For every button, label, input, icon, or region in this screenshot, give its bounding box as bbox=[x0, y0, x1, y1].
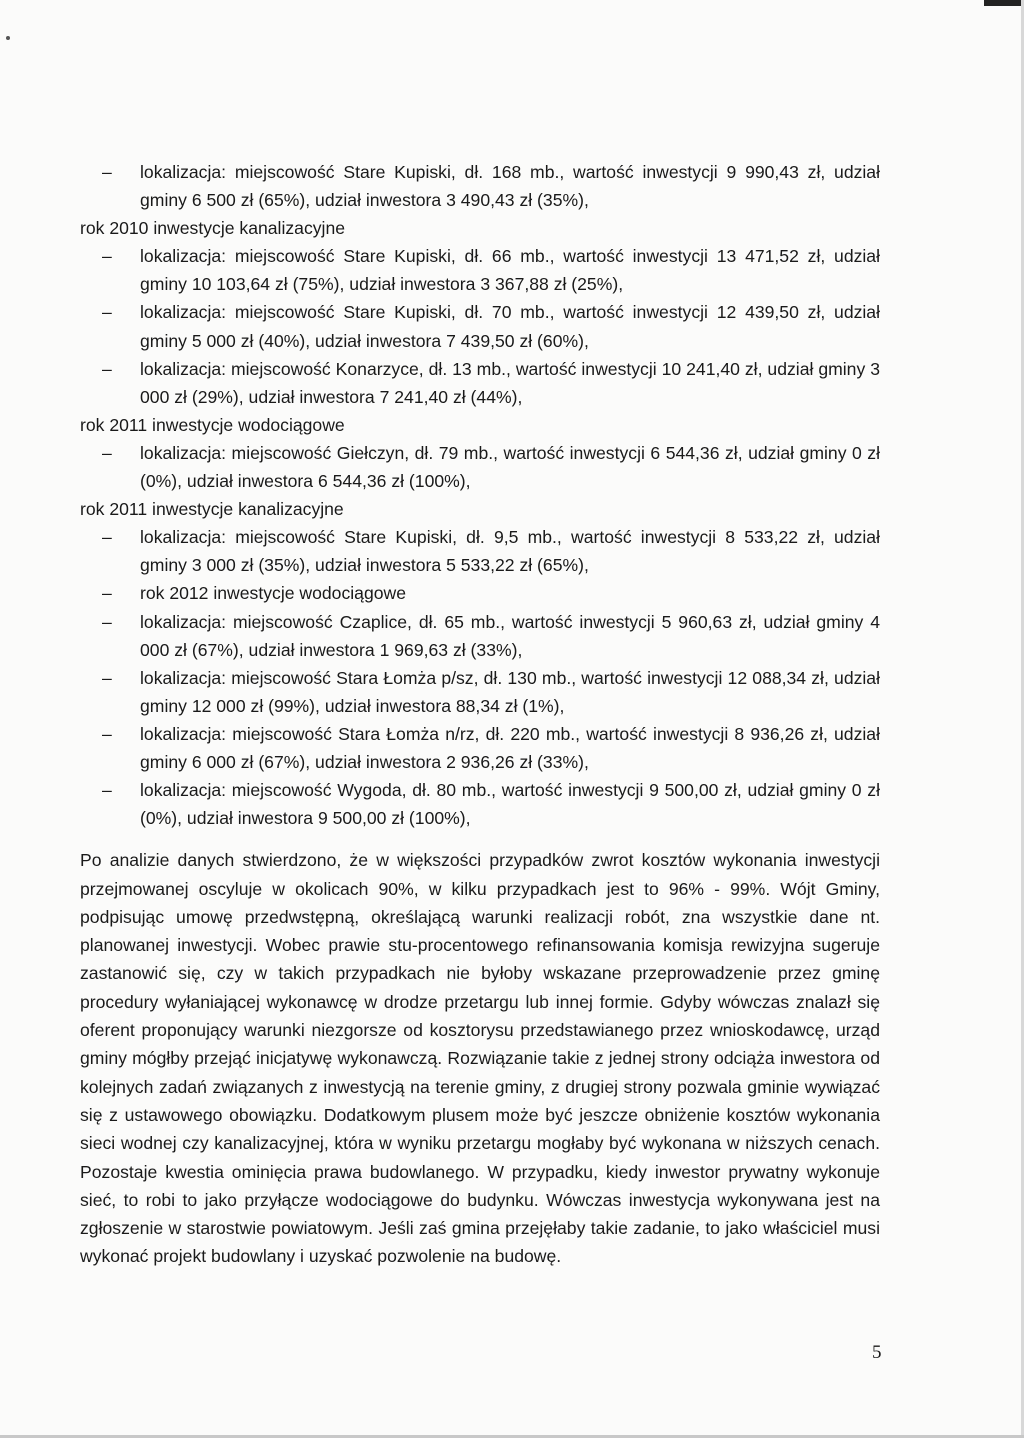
list-dash: – bbox=[102, 358, 112, 379]
list-dash: – bbox=[102, 667, 112, 688]
section-heading: rok 2011 inwestycje kanalizacyjne bbox=[80, 499, 344, 520]
list-item bbox=[80, 579, 880, 607]
list-item bbox=[80, 720, 880, 776]
list-item-text: lokalizacja: miejscowość Stara Łomża p/sz, dł. 130 mb., wartość inwestycji 12 088,34 zł, udział gminy 12 000 zł (99%), udział inwestora 88,34 zł (1%), bbox=[140, 667, 880, 716]
list-item-text: lokalizacja: miejscowość Stara Łomża n/rz, dł. 220 mb., wartość inwestycji 8 936,26 zł, udział gminy 6 000 zł (67%), udział inwestora 2 936,26 zł (33%), bbox=[140, 723, 880, 772]
list-item bbox=[80, 608, 880, 664]
list-item bbox=[80, 439, 880, 495]
list-item bbox=[80, 242, 880, 298]
list-item bbox=[80, 776, 880, 832]
list-dash: – bbox=[102, 302, 112, 323]
list-dash: – bbox=[102, 780, 112, 801]
list-item bbox=[80, 664, 880, 720]
list-item-text: lokalizacja: miejscowość Wygoda, dł. 80 mb., wartość inwestycji 9 500,00 zł, udział gminy 0 zł (0%), udział inwestora 9 500,00 zł (100%), bbox=[140, 780, 880, 829]
list-dash: – bbox=[102, 246, 112, 267]
list-item-text: lokalizacja: miejscowość Czaplice, dł. 65 mb., wartość inwestycji 5 960,63 zł, udział gminy 4 000 zł (67%), udział inwestora 1 969,63 zł (33%), bbox=[140, 611, 880, 660]
list-dash: – bbox=[102, 583, 112, 604]
list-item-text: lokalizacja: miejscowość Stare Kupiski, dł. 9,5 mb., wartość inwestycji 8 533,22 zł, udział gminy 3 000 zł (35%), udział inwestora 5 533,22 zł (65%), bbox=[140, 527, 880, 576]
list-dash: – bbox=[102, 723, 112, 744]
investment-list bbox=[80, 158, 880, 832]
list-dash: – bbox=[102, 442, 112, 463]
list-item-text: lokalizacja: miejscowość Stare Kupiski, dł. 66 mb., wartość inwestycji 13 471,52 zł, udział gminy 10 103,64 zł (75%), udział inwestora 3 367,88 zł (25%), bbox=[140, 246, 880, 295]
scan-speck bbox=[6, 36, 10, 40]
list-item-text: lokalizacja: miejscowość Stare Kupiski, dł. 168 mb., wartość inwestycji 9 990,43 zł, udział gminy 6 500 zł (65%), udział inwestora 3 490,43 zł (35%), bbox=[140, 162, 880, 211]
list-item-text: rok 2012 inwestycje wodociągowe bbox=[140, 583, 407, 604]
page-number: 5 bbox=[872, 1342, 882, 1363]
list-item bbox=[80, 298, 880, 354]
section-heading: rok 2010 inwestycje kanalizacyjne bbox=[80, 218, 346, 239]
list-item-text: lokalizacja: miejscowość Giełczyn, dł. 79 mb., wartość inwestycji 6 544,36 zł, udział gminy 0 zł (0%), udział inwestora 6 544,36 zł (100%), bbox=[140, 442, 880, 492]
section-heading: rok 2011 inwestycje wodociągowe bbox=[80, 414, 345, 435]
list-dash: – bbox=[102, 162, 112, 182]
list-item bbox=[80, 523, 880, 579]
list-dash: – bbox=[102, 611, 112, 632]
document-body bbox=[80, 158, 880, 1271]
list-item-text: lokalizacja: miejscowość Konarzyce, dł. 13 mb., wartość inwestycji 10 241,40 zł, udział gminy 3 000 zł (29%), udział inwestora 7 241,40 zł (44%), bbox=[140, 358, 880, 407]
list-item bbox=[80, 355, 880, 411]
list-item-text: lokalizacja: miejscowość Stare Kupiski, dł. 70 mb., wartość inwestycji 12 439,50 zł, udział gminy 5 000 zł (40%), udział inwestora 7 439,50 zł (60%), bbox=[140, 302, 880, 351]
list-item bbox=[80, 158, 880, 214]
scan-mark bbox=[984, 0, 1024, 6]
conclusion-paragraph: Po analizie danych stwierdzono, że w większości przypadków zwrot kosztów wykonania inwestycji przejmowanej oscyluje w okolicach 90%, w kilku przypadkach jest to 96% - 99%. Wójt Gminy, podpisując umowę przedwstępną, określającą warunki realizacji robót, zna wszystkie dane nt. planowanej inwestycji. Wobec prawie stu-procentowego refinansowania komisja rewizyjna sugeruje zastanowić się, czy w takich przypadkach nie byłoby wskazane przeprowadzenie przez gminę procedury wyłaniającej wykonawcę w drodze przetargu lub innej formie. Gdyby wówczas znalazł się oferent proponujący warunki niezgorsze od kosztorysu przedstawianego przez wnioskodawcę, urząd gminy mógłby przejąć inicjatywę wykonawczą. Rozwiązanie takie z jednej strony odciąża inwestora od kolejnych zadań związanych z inwestycją na terenie gminy, z drugiej strony pozwala gminie wywiązać się z ustawowego obowiązku. Dodatkowym plusem może być jeszcze obniżenie kosztów wykonania sieci wodnej czy kanalizacyjnej, która w wyniku przetargu mogłaby być wykonana w niższych cenach. Pozostaje kwestia ominięcia prawa budowlanego. W przypadku, kiedy inwestor prywatny wykonuje sieć, to robi to jako przyłącze wodociągowe do budynku. Wówczas inwestycja wykonywana jest na zgłoszenie w starostwie powiatowym. Jeśli zaś gmina przejęłaby takie zadanie, to jako właściciel musi wykonać projekt budowlany i uzyskać pozwolenie na budowę. bbox=[80, 850, 880, 1267]
list-dash: – bbox=[102, 527, 112, 548]
